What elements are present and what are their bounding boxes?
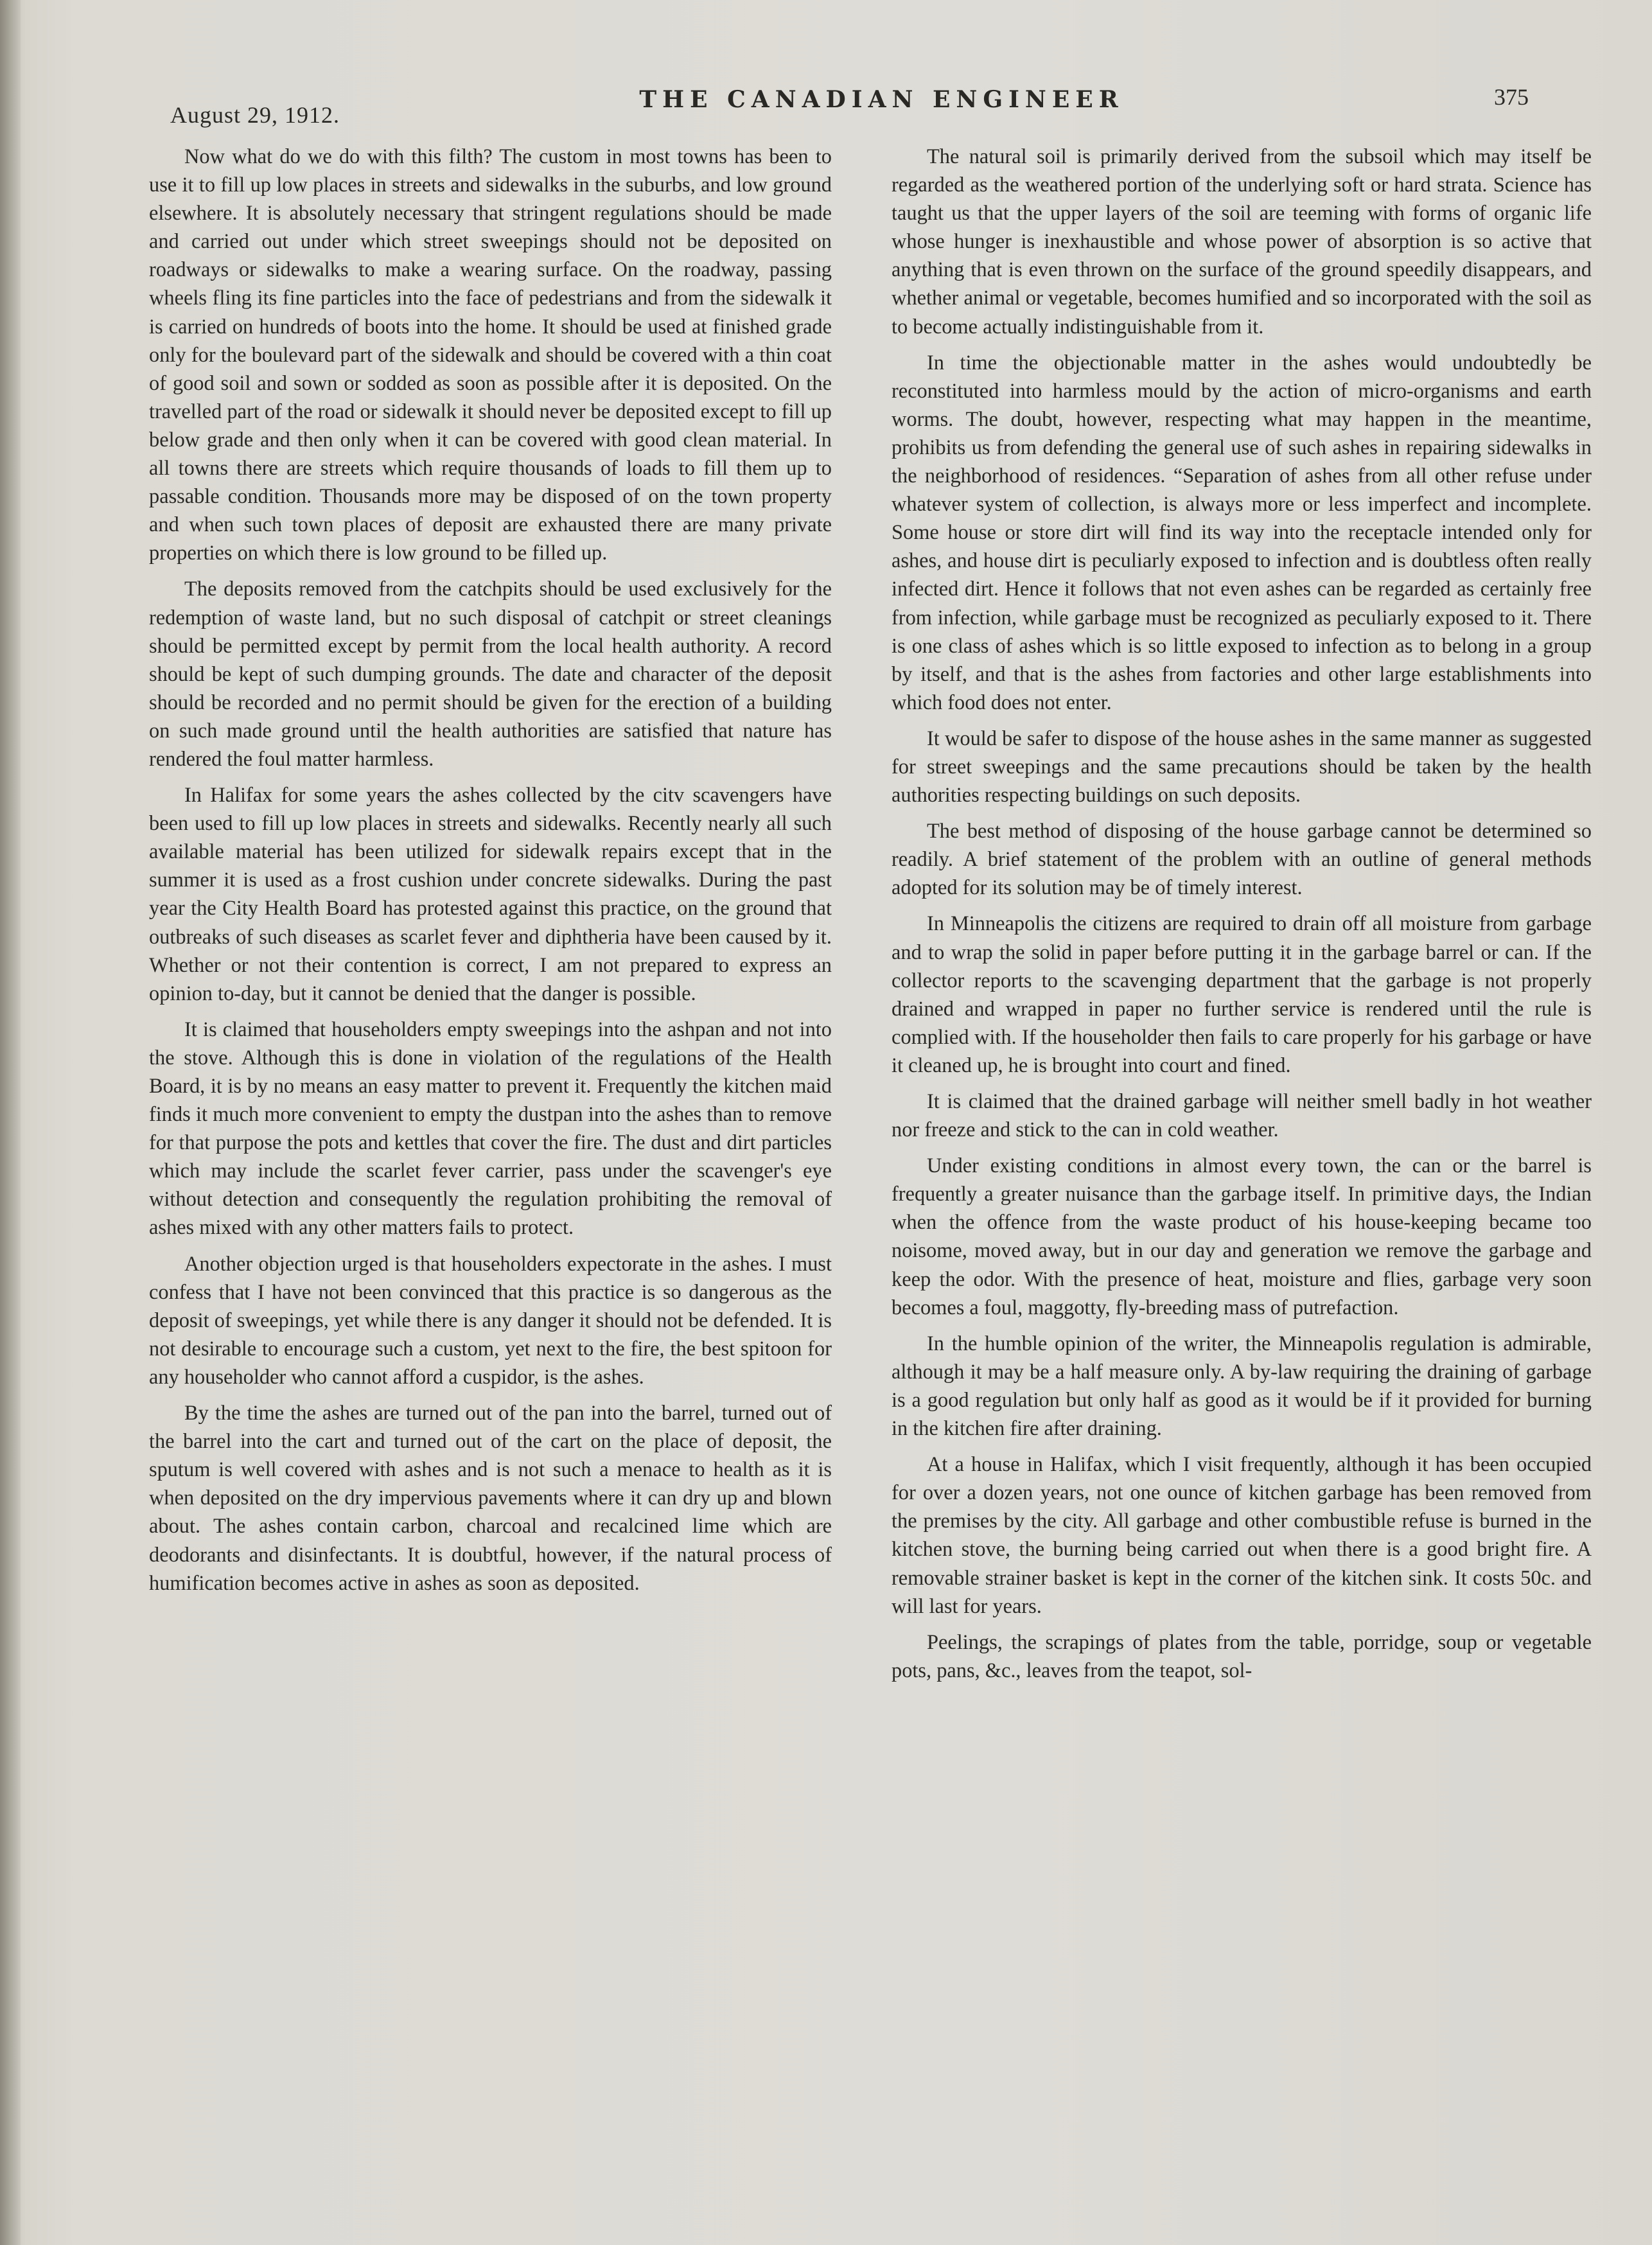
paragraph: The natural soil is primarily derived from the subsoil which may itself be regarded as the weathered portion of the underlying soft or hard strata. Science has taught us that the upper layers of the soil are teeming with forms of organic life whose hunger is inexhaustible and whose power of absorption is so active that anything that is even thrown on the surface of the ground speedily disappears, and whether animal or vegetable, becomes humified and so incorporated with the soil as to become actually indistinguishable from it. xyxy=(892,145,1592,339)
paragraph: In time the objectionable matter in the ashes would undoubtedly be reconstituted into harmless mould by the action of micro-organisms and earth worms. The doubt, however, respecting what may happen in the meantime, prohibits us from defending the general use of such ashes in repairing sidewalks in the neighborhood of residences. “Separation of ashes from all other refuse under whatever system of collection, is always more or less imperfect and incomplete. Some house or store dirt will find its way into the receptacle intended only for ashes, and house dirt is peculiarly exposed to infection and is doubtless often really infected dirt. Hence it follows that not even ashes can be regarded as certainly free from infection, while garbage must be recognized as peculiarly exposed to it. There is one class of ashes which is so little exposed to infection as to belong in a group by itself, and that is the ashes from factories and other large establishments into which food does not enter. xyxy=(892,351,1592,714)
paragraph: The deposits removed from the catchpits should be used exclusively for the redemption of waste land, but no such disposal of catchpit or street cleanings should be permitted except by permit from the local health authority. A record should be kept of such dumping grounds. The date and character of the deposit should be recorded and no permit should be given for the erection of a building on such made ground until the health authorities are satisfied that nature has rendered the foul matter harmless. xyxy=(149,577,832,771)
page-number: 375 xyxy=(1494,84,1529,110)
paragraph: In the humble opinion of the writer, the Minneapolis regulation is admirable, although it may be a half measure only. A by-law requiring the draining of garbage is a good regulation but only half as good as it would be if it provided for burning in the kitchen fire after draining. xyxy=(892,1332,1592,1441)
paragraph: It is claimed that householders empty sweepings into the ashpan and not into the stove. Although this is done in violation of the regulations of the Health Board, it is by no means an easy matter to prevent it. Frequently the kitchen maid finds it much more convenient to empty the dustpan into the ashes than to remove for that purpose the pots and kettles that cover the fire. The dust and dirt particles which may include the scarlet fever carrier, pass under the scavenger's eye without detection and consequently the regulation prohibiting the removal of ashes mixed with any other matters fails to protect. xyxy=(149,1017,832,1240)
journal-title: THE CANADIAN ENGINEER xyxy=(639,86,1124,113)
paragraph: It would be safer to dispose of the house ashes in the same manner as suggested for street sweepings and the same precautions should be taken by the health authorities respecting buildings on such deposits. xyxy=(892,726,1592,807)
paragraph: Peelings, the scrapings of plates from the table, porridge, soup or vegetable pots, pans, &c., leaves from the teapot, sol- xyxy=(892,1630,1592,1682)
paragraph: At a house in Halifax, which I visit frequently, although it has been occupied for over a dozen years, not one ounce of kitchen garbage has been removed from the premises by the city. All garbage and other combustible refuse is burned in the kitchen stove, the burning being carried out when there is a good bright fire. A removable strainer basket is kept in the corner of the kitchen sink. It costs 50c. and will last for years. xyxy=(892,1453,1592,1618)
book-binding-edge xyxy=(0,0,21,2245)
issue-date: August 29, 1912. xyxy=(170,102,340,128)
paragraph: Under existing conditions in almost every town, the can or the barrel is frequently a greater nuisance than the garbage itself. In primitive days, the Indian when the offence from the waste product of his house-keeping became too noisome, moved away, but in our day and generation we remove the garbage and keep the odor. With the presence of heat, moisture and flies, garbage very soon becomes a foul, maggotty, fly-breeding mass of putrefaction. xyxy=(892,1154,1592,1319)
paragraph: It is claimed that the drained garbage will neither smell badly in hot weather nor freeze and stick to the can in cold weather. xyxy=(892,1090,1592,1142)
right-text-column xyxy=(892,143,1592,1693)
paragraph: By the time the ashes are turned out of the pan into the barrel, turned out of the barrel into the cart and turned out of the cart on the place of deposit, the sputum is well covered with ashes and is not such a menace to health as it is when deposited on the dry impervious pavements where it can dry up and blown about. The ashes contain carbon, charcoal and recalcined lime which are deodorants and disinfectants. It is doubtful, however, if the natural process of humification becomes active in ashes as soon as deposited. xyxy=(149,1402,832,1595)
left-text-column xyxy=(149,143,832,1605)
paragraph: The best method of disposing of the house garbage cannot be determined so readily. A brief statement of the problem with an outline of general methods adopted for its solution may be of timely interest. xyxy=(892,820,1592,900)
paragraph: In Minneapolis the citizens are required to drain off all moisture from garbage and to wrap the solid in paper before putting it in the garbage barrel or can. If the collector reports to the scavenging department that the garbage is not properly drained and wrapped in paper no further service is rendered until the rule is complied with. If the householder then fails to care properly for his garbage or have it cleaned up, he is brought into court and fined. xyxy=(892,912,1592,1077)
paragraph: Now what do we do with this filth? The custom in most towns has been to use it to fill up low places in streets and sidewalks in the suburbs, and low ground elsewhere. It is absolutely necessary that stringent regulations should be made and carried out under which street sweepings should not be deposited on roadways or sidewalks to make a wearing surface. On the roadway, passing wheels fling its fine particles into the face of pedestrians and from the sidewalk it is carried on hundreds of boots into the home. It should be used at finished grade only for the boulevard part of the sidewalk and should be covered with a thin coat of good soil and sown or sodded as soon as possible after it is deposited. On the travelled part of the road or sidewalk it should never be deposited except to fill up below grade and then only when it can be covered with good clean material. In all towns there are streets which require thousands of loads to fill them up to passable condition. Thousands more may be disposed of on the town property and when such town places of deposit are exhausted there are many private properties on which there is low ground to be filled up. xyxy=(149,145,832,565)
running-header xyxy=(170,76,1593,128)
paragraph: In Halifax for some years the ashes collected by the citv scavengers have been used to fill up low places in streets and sidewalks. Recently nearly all such available material has been utilized for sidewalk repairs except that in the summer it is used as a frost cushion under concrete sidewalks. During the past year the City Health Board has protested against this practice, on the ground that outbreaks of such diseases as scarlet fever and diphtheria have been caused by it. Whether or not their contention is correct, I am not prepared to express an opinion to-day, but it cannot be denied that the danger is possible. xyxy=(149,784,832,1005)
paragraph: Another objection urged is that householders expectorate in the ashes. I must confess that I have not been convinced that this practice is so dangerous as the deposit of sweepings, yet while there is any danger it should not be defended. It is not desirable to encourage such a custom, yet next to the fire, the best spitoon for any householder who cannot afford a cuspidor, is the ashes. xyxy=(149,1252,832,1389)
